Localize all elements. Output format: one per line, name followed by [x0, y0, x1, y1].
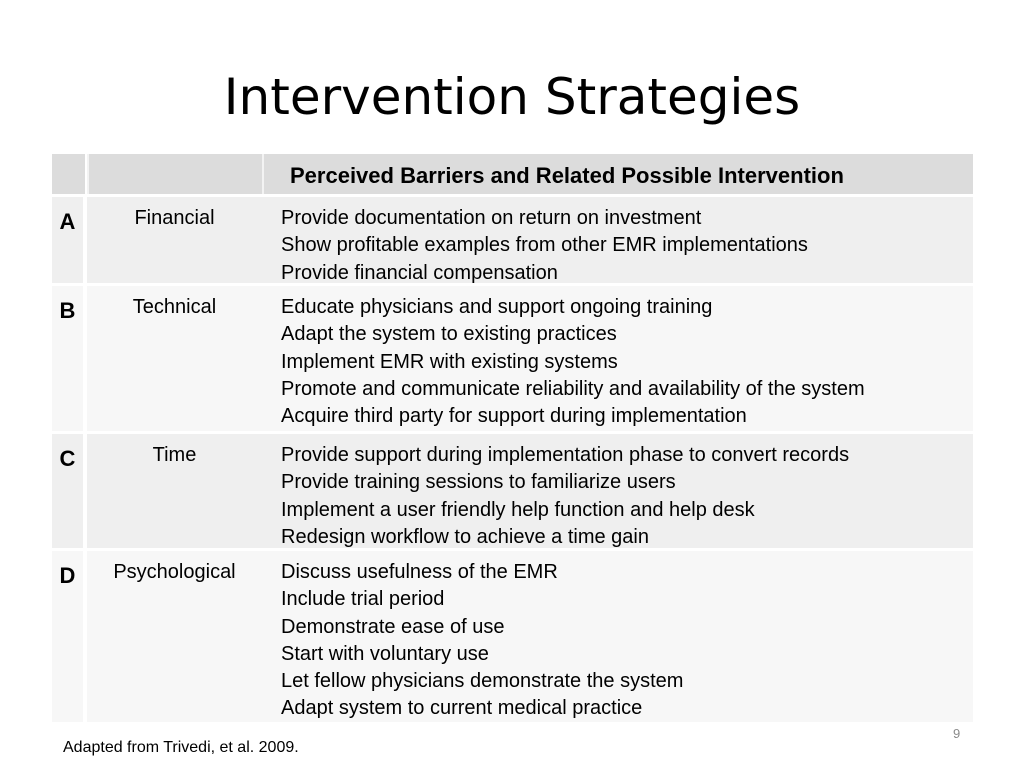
list-item: Include trial period	[281, 588, 445, 611]
list-item: Start with voluntary use	[281, 642, 489, 665]
list-item: Discuss usefulness of the EMR	[281, 561, 558, 583]
header-letter-cell	[52, 154, 85, 194]
row-letter: D	[52, 551, 85, 722]
row-interventions	[262, 197, 973, 283]
row-category: Time	[87, 434, 262, 548]
header-category-cell	[87, 154, 262, 194]
row-category: Psychological	[87, 551, 262, 722]
page-number: 9	[953, 726, 961, 741]
list-item: Let fellow physicians demonstrate the system	[281, 670, 684, 693]
list-item: Adapt the system to existing practices	[281, 323, 617, 346]
row-interventions	[262, 551, 973, 722]
row-category: Financial	[87, 197, 262, 283]
row-interventions	[262, 286, 973, 431]
source-citation: Adapted from Trivedi, et al. 2009.	[63, 739, 299, 756]
list-item: Provide documentation on return on investment	[281, 207, 702, 229]
table-header-row	[52, 154, 973, 194]
list-item: Redesign workflow to achieve a time gain	[281, 525, 649, 548]
list-item: Demonstrate ease of use	[281, 615, 505, 638]
list-item: Provide training sessions to familiarize users	[281, 471, 676, 494]
list-item: Educate physicians and support ongoing training	[281, 296, 713, 318]
list-item: Implement a user friendly help function and help desk	[281, 498, 755, 521]
table-row	[52, 434, 973, 548]
slide-title: Intervention Strategies	[223, 68, 801, 126]
row-letter: B	[52, 286, 85, 431]
list-item: Provide financial compensation	[281, 261, 558, 284]
row-category: Technical	[87, 286, 262, 431]
list-item: Show profitable examples from other EMR implementations	[281, 234, 808, 257]
list-item: Promote and communicate reliability and availability of the system	[281, 377, 865, 400]
table-row	[52, 551, 973, 722]
list-item: Adapt system to current medical practice	[281, 697, 643, 720]
table-header: Perceived Barriers and Related Possible Intervention	[262, 154, 973, 194]
list-item: Acquire third party for support during implementation	[281, 405, 747, 428]
list-item: Implement EMR with existing systems	[281, 350, 618, 373]
row-letter: C	[52, 434, 85, 548]
intervention-table	[52, 154, 973, 722]
list-item: Provide support during implementation phase to convert records	[281, 444, 850, 466]
row-interventions	[262, 434, 973, 548]
table-row	[52, 197, 973, 283]
table-row	[52, 286, 973, 431]
row-letter: A	[52, 197, 85, 283]
